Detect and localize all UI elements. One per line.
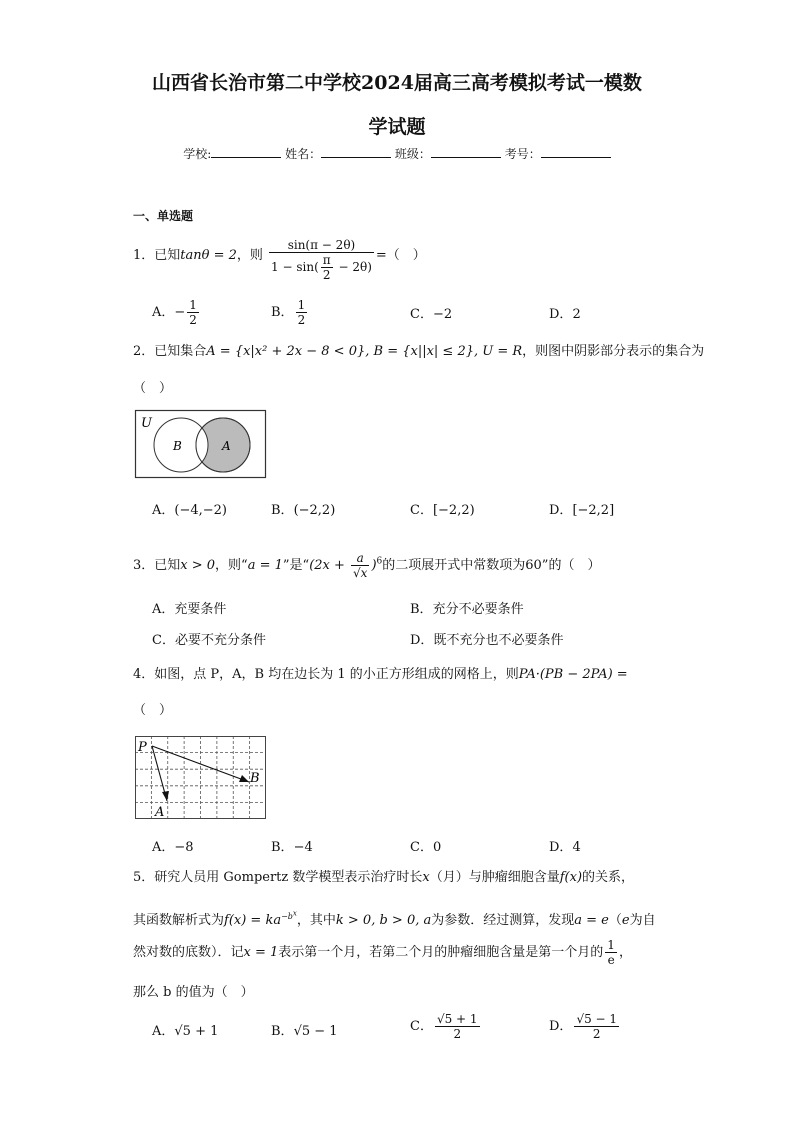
option-sign: − — [174, 305, 186, 320]
question-5-line4: 那么 b 的值为（ ） — [133, 985, 254, 1000]
q2-sets: A = {x|x² + 2x − 8 < 0}, B = {x||x| ≤ 2}, U = R — [206, 344, 523, 359]
q3-option-c[interactable] — [152, 629, 266, 648]
option-letter: C． — [410, 307, 433, 322]
q5-text-b: （月）与肿瘤细胞含量 — [429, 870, 560, 885]
option-text: −8 — [174, 840, 194, 855]
class-label: 班级： — [394, 147, 431, 161]
option-letter: D． — [549, 307, 573, 322]
q4-option-c[interactable] — [410, 836, 441, 855]
exam-no-blank[interactable] — [541, 145, 611, 158]
q1-frac-numerator: sin(π − 2θ) — [269, 238, 374, 253]
option-letter: B． — [271, 840, 294, 855]
q1-den-a: 1 − sin( — [271, 260, 319, 274]
page-title-line2: 学试题 — [368, 116, 426, 138]
q1-option-b[interactable] — [271, 298, 309, 327]
question-5-line1 — [133, 869, 634, 887]
frac-den: 2 — [189, 313, 197, 327]
option-text: 充分不必要条件 — [432, 602, 524, 617]
option-letter: D． — [549, 840, 573, 855]
point-label-a: A — [155, 805, 165, 820]
q2-stem-tail: ，则图中阴影部分表示的集合为 — [522, 344, 705, 359]
question-4 — [133, 666, 628, 684]
q3-expr-a: (2x + — [309, 558, 350, 573]
question-3 — [133, 551, 600, 580]
q5-formula-exp2: x — [292, 909, 297, 917]
q4-option-d[interactable] — [549, 836, 581, 855]
option-letter: D． — [410, 633, 434, 648]
q5-text-f: 为参数．经过测算，发现 — [431, 912, 575, 928]
q1-den-pi: π — [322, 253, 331, 267]
q1-option-c[interactable] — [410, 303, 452, 322]
student-info-line — [0, 145, 794, 162]
option-letter: B． — [271, 1024, 294, 1039]
frac-num: √5 − 1 — [576, 1012, 618, 1026]
frac-num: 1 — [607, 938, 615, 952]
option-text: −4 — [293, 840, 313, 855]
q3-stem: 3．已知 — [133, 558, 181, 573]
q3-option-b[interactable] — [410, 598, 524, 617]
class-blank[interactable] — [431, 145, 501, 158]
frac-num: 1 — [297, 298, 306, 312]
q1-option-a[interactable] — [152, 298, 201, 327]
q3-frac-num: a — [351, 551, 369, 566]
page-title-line1: 山西省长治市第二中学校2024届高三高考模拟考试一模数 — [152, 72, 642, 94]
q3-condition: x > 0 — [180, 558, 216, 573]
option-letter: C． — [410, 1019, 433, 1034]
option-text: √5 − 1 — [293, 1024, 338, 1039]
q1-frac-denominator — [269, 253, 374, 282]
q5-option-d[interactable] — [549, 1012, 621, 1041]
q2-stem: 2．已知集合 — [133, 344, 207, 359]
q5-option-a[interactable] — [152, 1020, 218, 1039]
option-text: 4 — [572, 840, 581, 855]
school-blank[interactable] — [211, 145, 281, 158]
option-letter: B． — [271, 503, 294, 518]
q5-params: k > 0, b > 0, a — [335, 912, 432, 928]
q1-then: ，则 — [236, 248, 263, 263]
option-text: 必要不充分条件 — [174, 633, 266, 648]
question-5-line3 — [133, 938, 632, 967]
q3-stem-tail: 的二项展开式中常数项为60”的（ ） — [382, 558, 601, 573]
q5-text-h: 为自 — [629, 912, 656, 928]
q5-text-e: ，其中 — [296, 912, 336, 928]
option-letter: A． — [152, 840, 175, 855]
q4-stem: 4．如图，点 P，A，B 均在边长为 1 的小正方形组成的网格上，则 — [133, 667, 519, 682]
option-letter: C． — [410, 840, 433, 855]
option-letter: A． — [152, 503, 175, 518]
option-text: √5 + 1 — [174, 1024, 219, 1039]
vector-pb-arrowhead — [239, 775, 249, 782]
q1-tail: =（ ） — [375, 248, 426, 263]
q2-option-a[interactable] — [152, 499, 227, 518]
q1-fraction — [269, 238, 374, 282]
question-2 — [133, 343, 704, 361]
frac-den: 2 — [297, 313, 306, 327]
q4-expression: PA·(PB − 2PA) = — [518, 667, 628, 682]
frac-den: 2 — [592, 1027, 601, 1041]
school-label: 学校: — [183, 147, 212, 161]
q5-text-i: 然对数的底数）．记 — [133, 945, 244, 960]
frac-den: e — [607, 953, 615, 967]
option-text: −2 — [432, 307, 453, 322]
option-letter: B． — [410, 602, 433, 617]
q4-bracket: （ ） — [133, 703, 173, 718]
q5-a-equals-e: a = e — [574, 912, 609, 928]
q5-formula: f(x) = ka — [224, 912, 282, 928]
q3-expr-frac — [351, 551, 369, 580]
q1-den-b: − 2θ) — [334, 260, 372, 274]
q5-x-equals-1: x = 1 — [243, 945, 279, 960]
q3-exponent: 6 — [376, 556, 383, 567]
q1-stem: 1．已知 — [133, 248, 181, 263]
frac-num: 1 — [189, 298, 197, 312]
q4-option-b[interactable] — [271, 836, 313, 855]
q1-den-2: 2 — [322, 268, 331, 282]
q2-option-d[interactable] — [549, 499, 614, 518]
q5-fx: f(x) — [559, 870, 583, 885]
exam-no-label: 考号： — [504, 147, 541, 161]
option-text: 充要条件 — [174, 602, 227, 617]
option-letter: D． — [549, 503, 573, 518]
option-fraction — [574, 1012, 619, 1041]
q5-option-b[interactable] — [271, 1020, 338, 1039]
option-text: [−2,2) — [432, 503, 475, 518]
q1-den-pi-frac — [321, 253, 333, 282]
grid-figure — [135, 736, 267, 820]
q1-condition: tanθ = 2 — [180, 248, 237, 263]
option-letter: A． — [152, 1024, 175, 1039]
frac-num: √5 + 1 — [436, 1012, 478, 1026]
venn-label-a: A — [222, 439, 231, 453]
name-blank[interactable] — [321, 145, 391, 158]
option-letter: A． — [152, 602, 175, 617]
q5-text-a: 5．研究人员用 Gompertz 数学模型表示治疗时长 — [133, 870, 423, 885]
option-text: 既不充分也不必要条件 — [433, 633, 564, 648]
q1-option-d[interactable] — [549, 303, 581, 322]
q5-text-c: 的关系， — [582, 870, 635, 885]
option-text: (−4,−2) — [174, 503, 227, 518]
q3-expr-b: ) — [371, 558, 377, 573]
q5-text-g: （ — [608, 912, 622, 928]
q3-equation: a = 1 — [247, 558, 283, 573]
option-fraction — [435, 1012, 480, 1041]
option-letter: C． — [152, 633, 175, 648]
vector-pa-arrowhead — [162, 791, 169, 801]
q3-option-a[interactable] — [152, 598, 226, 617]
option-letter: A． — [152, 305, 175, 320]
point-label-b: B — [250, 771, 260, 786]
option-text: (−2,2) — [293, 503, 336, 518]
question-1 — [133, 238, 426, 282]
q5-text-d: 其函数解析式为 — [133, 912, 225, 928]
q3-quote-mid: ”是“ — [282, 558, 310, 573]
q4-option-a[interactable] — [152, 836, 194, 855]
option-letter: C． — [410, 503, 433, 518]
q3-option-d[interactable] — [410, 629, 563, 648]
q5-formula-exp: −b — [281, 911, 293, 921]
option-text: 2 — [572, 307, 581, 322]
venn-diagram — [135, 410, 267, 479]
q3-quote-open: ，则“ — [215, 558, 248, 573]
q2-option-c[interactable] — [410, 499, 475, 518]
name-label: 姓名： — [285, 147, 322, 161]
option-fraction — [296, 298, 308, 327]
frac-den: 2 — [453, 1027, 462, 1041]
q5-var-x: x — [422, 870, 430, 885]
q5-text-k: ， — [618, 945, 632, 960]
option-fraction — [187, 298, 199, 327]
section-title: 一、单选题 — [133, 209, 194, 223]
venn-label-u: U — [141, 416, 152, 431]
option-letter: D． — [549, 1019, 573, 1034]
q5-text-j: 表示第一个月，若第二个月的肿瘤细胞含量是第一个月的 — [278, 945, 604, 960]
q3-frac-den: √x — [353, 566, 368, 580]
point-label-p: P — [138, 740, 147, 755]
q5-option-c[interactable] — [410, 1012, 482, 1041]
q5-fraction — [605, 938, 617, 967]
q2-option-b[interactable] — [271, 499, 335, 518]
q2-bracket: （ ） — [133, 381, 173, 396]
option-text: 0 — [432, 840, 442, 855]
option-text: [−2,2] — [572, 503, 615, 518]
option-letter: B． — [271, 305, 294, 320]
q5-e: e — [621, 912, 630, 928]
question-5-line2 — [133, 904, 656, 930]
venn-label-b: B — [173, 439, 182, 453]
